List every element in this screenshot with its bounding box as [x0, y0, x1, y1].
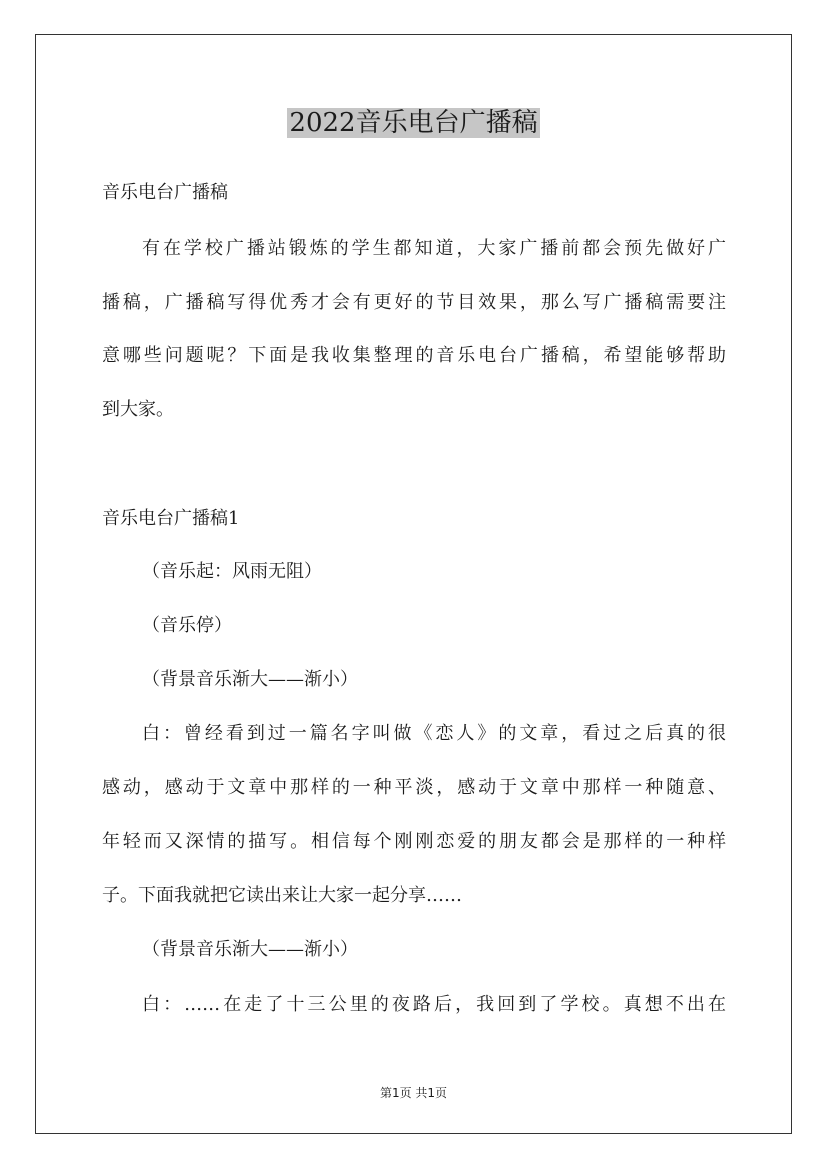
cue-1: （音乐起：风雨无阻）	[142, 561, 322, 582]
para1-line-1: 白：曾经看到过一篇名字叫做《恋人》的文章，看过之后真的很	[142, 723, 726, 744]
page-footer: 第1页 共1页	[379, 1086, 448, 1100]
para2-line-1: 白：……在走了十三公里的夜路后，我回到了学校。真想不出在	[142, 994, 726, 1015]
intro-line-2: 播稿，广播稿写得优秀才会有更好的节目效果，那么写广播稿需要注	[102, 292, 726, 313]
para1-line-2: 感动，感动于文章中那样的一种平淡，感动于文章中那样一种随意、	[102, 777, 726, 798]
cue-4: （背景音乐渐大——渐小）	[142, 939, 358, 960]
section-heading: 音乐电台广播稿	[102, 182, 228, 203]
para1-line-4: 子。下面我就把它读出来让大家一起分享……	[102, 885, 462, 906]
cue-3: （背景音乐渐大——渐小）	[142, 669, 358, 690]
intro-line-4: 到大家。	[102, 399, 174, 420]
intro-line-3: 意哪些问题呢？下面是我收集整理的音乐电台广播稿，希望能够帮助	[102, 345, 726, 366]
intro-line-1: 有在学校广播站锻炼的学生都知道，大家广播前都会预先做好广	[142, 238, 726, 259]
document-title-wrap	[0, 104, 827, 142]
cue-2: （音乐停）	[142, 615, 232, 636]
section-heading-2: 音乐电台广播稿1	[102, 508, 240, 529]
para1-line-3: 年轻而又深情的描写。相信每个刚刚恋爱的朋友都会是那样的一种样	[102, 831, 726, 852]
document-title: 2022音乐电台广播稿	[289, 108, 538, 138]
